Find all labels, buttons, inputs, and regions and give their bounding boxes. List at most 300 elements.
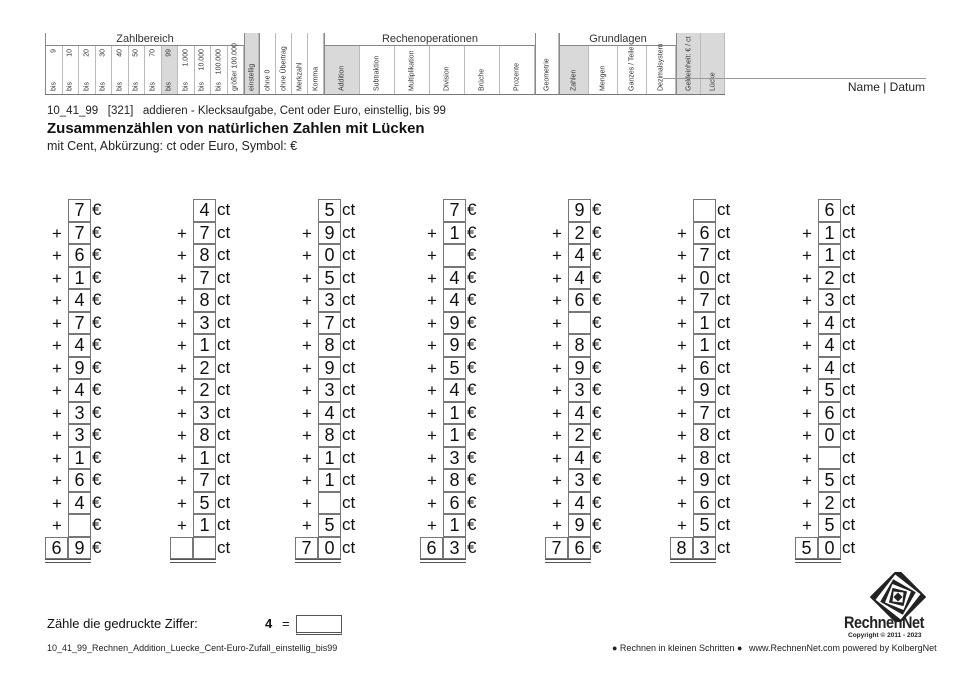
unit-label: € <box>92 380 102 399</box>
unit-label: ct <box>342 402 356 422</box>
category-cell <box>647 43 676 94</box>
plus-sign: + <box>177 246 187 265</box>
unit-label: ct <box>842 470 856 489</box>
unit-label: ct <box>717 245 731 264</box>
digit-box: 1 <box>818 244 841 267</box>
digit-box: 3 <box>193 312 216 335</box>
plus-sign: + <box>52 403 62 423</box>
plus-sign: + <box>677 358 687 378</box>
plus-sign: + <box>677 403 687 423</box>
unit-label: ct <box>842 425 856 444</box>
unit-label: ct <box>717 335 731 354</box>
digit-box: 8 <box>318 424 341 447</box>
unit-label: € <box>92 537 102 557</box>
digit-box: 3 <box>568 469 591 492</box>
plus-sign: + <box>177 268 187 288</box>
plus-sign: + <box>302 268 312 288</box>
category-cell-top: 9 <box>50 49 58 53</box>
unit-label: € <box>92 425 102 444</box>
category-cell <box>701 33 725 94</box>
blank-sum-box[interactable] <box>193 537 216 560</box>
plus-sign: + <box>52 471 62 490</box>
plus-sign: + <box>677 268 687 288</box>
footer-slogan: ● Rechnen in kleinen Schritten ● <box>612 643 743 653</box>
digit-box: 8 <box>443 469 466 492</box>
category-group <box>535 33 559 94</box>
sum-digit-box: 7 <box>545 537 568 560</box>
category-cell-top: 40 <box>116 49 124 57</box>
unit-label: € <box>92 245 102 264</box>
digit-box: 6 <box>818 402 841 425</box>
plus-sign: + <box>552 223 562 243</box>
digit-box: 2 <box>568 222 591 245</box>
unit-label: ct <box>217 312 231 332</box>
plus-sign: + <box>552 313 562 333</box>
category-cell-label: bis <box>165 82 173 91</box>
digit-box: 4 <box>443 289 466 312</box>
digit-box: 1 <box>443 402 466 425</box>
digit-box: 2 <box>818 267 841 290</box>
unit-label: ct <box>842 402 856 422</box>
category-cell <box>46 46 63 94</box>
category-cell <box>292 33 308 94</box>
unit-label: € <box>592 200 602 219</box>
plus-sign: + <box>177 223 187 243</box>
unit-label: ct <box>842 335 856 354</box>
unit-label: ct <box>217 537 231 557</box>
digit-box: 3 <box>443 447 466 470</box>
plus-sign: + <box>427 358 437 378</box>
plus-sign: + <box>677 426 687 445</box>
plus-sign: + <box>52 426 62 445</box>
sum-double-underline <box>45 559 91 563</box>
plus-sign: + <box>302 246 312 265</box>
unit-label: ct <box>842 447 856 467</box>
digit-box: 9 <box>568 514 591 537</box>
sum-digit-box: 5 <box>795 537 818 560</box>
unit-label: € <box>467 470 477 489</box>
plus-sign: + <box>302 448 312 468</box>
plus-sign: + <box>302 223 312 243</box>
digit-box: 7 <box>68 312 91 335</box>
sum-double-underline <box>420 559 466 563</box>
digit-box: 9 <box>568 199 591 222</box>
blank-digit-box[interactable] <box>693 199 716 222</box>
category-cell <box>112 46 129 94</box>
unit-label: € <box>592 335 602 354</box>
category-cell-label: Merkzahl <box>296 62 303 91</box>
category-cell-top: 50 <box>132 49 140 57</box>
plus-sign: + <box>552 471 562 490</box>
category-cell-label: bis <box>50 82 58 91</box>
unit-label: ct <box>342 222 356 242</box>
category-cell-label: Brüche <box>478 68 486 91</box>
digit-box: 5 <box>818 469 841 492</box>
plus-sign: + <box>52 516 62 535</box>
plus-sign: + <box>427 268 437 288</box>
plus-sign: + <box>802 493 812 513</box>
digit-box: 8 <box>568 334 591 357</box>
plus-sign: + <box>302 358 312 378</box>
unit-label: € <box>592 515 602 534</box>
unit-label: ct <box>342 290 356 309</box>
plus-sign: + <box>552 426 562 445</box>
unit-label: ct <box>842 537 856 557</box>
plus-sign: + <box>677 471 687 490</box>
category-cell-label: einstellig <box>248 63 255 91</box>
digit-box: 9 <box>568 357 591 380</box>
unit-label: ct <box>717 537 731 557</box>
unit-label: ct <box>342 447 356 467</box>
digit-box: 7 <box>68 199 91 222</box>
digit-box: 5 <box>818 514 841 537</box>
unit-label: € <box>92 402 102 422</box>
digit-box: 9 <box>318 222 341 245</box>
plus-sign: + <box>427 403 437 423</box>
unit-label: € <box>467 492 477 512</box>
plus-sign: + <box>802 381 812 400</box>
unit-label: € <box>592 492 602 512</box>
digit-box: 4 <box>443 267 466 290</box>
plus-sign: + <box>302 403 312 423</box>
category-cell <box>96 46 113 94</box>
unit-label: ct <box>342 470 356 489</box>
digit-box: 4 <box>818 312 841 335</box>
plus-sign: + <box>802 246 812 265</box>
unit-label: ct <box>842 492 856 512</box>
category-group <box>324 33 535 94</box>
copyright: Copyright © 2011 - 2023 <box>848 632 922 639</box>
category-cell <box>325 46 360 94</box>
plus-sign: + <box>802 268 812 288</box>
category-cell-label: Dezimalsystem <box>657 43 665 91</box>
blank-sum-box[interactable] <box>170 537 193 560</box>
sum-double-underline <box>545 559 591 563</box>
unit-label: ct <box>217 515 231 534</box>
category-group <box>559 33 676 94</box>
digit-box: 1 <box>443 514 466 537</box>
plus-sign: + <box>427 246 437 265</box>
sum-double-underline <box>795 559 841 563</box>
sum-digit-box: 6 <box>45 537 68 560</box>
plus-sign: + <box>52 291 62 310</box>
category-cell <box>430 46 465 94</box>
unit-label: € <box>592 222 602 242</box>
category-group-title: Grundlagen <box>560 33 676 46</box>
plus-sign: + <box>802 336 812 355</box>
category-cell-label: bis <box>215 82 223 91</box>
unit-label: € <box>467 200 477 219</box>
digit-box: 9 <box>443 334 466 357</box>
unit-label: ct <box>342 515 356 534</box>
digit-box: 1 <box>318 447 341 470</box>
plus-sign: + <box>802 426 812 445</box>
unit-label: € <box>467 290 477 309</box>
unit-label: ct <box>217 335 231 354</box>
unit-label: ct <box>717 267 731 287</box>
category-cell <box>360 46 395 94</box>
category-cell-label: bis <box>99 82 107 91</box>
category-cell-label: Geldeinheit: € / ct <box>685 36 692 91</box>
unit-label: € <box>592 267 602 287</box>
sum-digit-box: 3 <box>443 537 466 560</box>
plus-sign: + <box>802 471 812 490</box>
sum-digit-box: 8 <box>670 537 693 560</box>
digit-box: 4 <box>443 379 466 402</box>
unit-label: € <box>467 312 477 332</box>
plus-sign: + <box>177 358 187 378</box>
category-cell <box>178 46 195 94</box>
digit-box: 7 <box>693 289 716 312</box>
unit-label: ct <box>717 402 731 422</box>
unit-label: € <box>467 537 477 557</box>
plus-sign: + <box>427 471 437 490</box>
unit-label: € <box>92 200 102 219</box>
sum-double-underline <box>170 559 216 563</box>
digit-box: 7 <box>193 469 216 492</box>
category-cell-top: 70 <box>149 49 157 57</box>
sum-digit-box: 0 <box>318 537 341 560</box>
category-cell-label: Subtraktion <box>373 55 381 91</box>
plus-sign: + <box>677 381 687 400</box>
sum-double-underline <box>670 559 716 563</box>
category-cell <box>395 46 430 94</box>
plus-sign: + <box>427 291 437 310</box>
plus-sign: + <box>552 336 562 355</box>
unit-label: ct <box>717 515 731 534</box>
category-cell <box>500 46 535 94</box>
digit-box: 1 <box>693 334 716 357</box>
unit-label: ct <box>342 267 356 287</box>
unit-label: ct <box>342 425 356 444</box>
blank-digit-box[interactable] <box>318 492 341 515</box>
digit-box: 5 <box>318 199 341 222</box>
unit-label: ct <box>217 267 231 287</box>
plus-sign: + <box>177 493 187 513</box>
unit-label: ct <box>842 200 856 219</box>
plus-sign: + <box>677 336 687 355</box>
digit-box: 5 <box>818 379 841 402</box>
plus-sign: + <box>177 471 187 490</box>
plus-sign: + <box>177 516 187 535</box>
unit-label: ct <box>842 312 856 332</box>
unit-label: ct <box>342 492 356 512</box>
category-cell <box>162 46 179 94</box>
plus-sign: + <box>802 313 812 333</box>
unit-label: ct <box>217 200 231 219</box>
unit-label: € <box>92 335 102 354</box>
unit-label: ct <box>842 267 856 287</box>
unit-label: ct <box>842 380 856 399</box>
count-digit: 4 <box>265 616 273 631</box>
digit-box: 4 <box>193 199 216 222</box>
unit-label: ct <box>342 380 356 399</box>
plus-sign: + <box>802 448 812 468</box>
digit-box: 4 <box>68 379 91 402</box>
plus-sign: + <box>177 426 187 445</box>
footer-site: www.RechnenNet.com powered by KolbergNet <box>749 643 937 653</box>
plus-sign: + <box>52 313 62 333</box>
sum-double-underline <box>295 559 341 563</box>
category-cell-label: bis <box>66 82 74 91</box>
worksheet-meta: 10_41_99 [321] addieren - Klecksaufgabe, Cent oder Euro, einstellig, bis 99 <box>47 105 446 117</box>
unit-label: ct <box>217 492 231 512</box>
plus-sign: + <box>552 516 562 535</box>
category-cell-label: ohne 0 <box>264 69 271 91</box>
unit-label: € <box>92 357 102 377</box>
plus-sign: + <box>52 246 62 265</box>
digit-box: 8 <box>193 244 216 267</box>
digit-box: 8 <box>193 424 216 447</box>
digit-box: 2 <box>818 492 841 515</box>
plus-sign: + <box>52 493 62 513</box>
digit-box: 4 <box>318 402 341 425</box>
digit-box: 5 <box>693 514 716 537</box>
plus-sign: + <box>302 313 312 333</box>
digit-box: 1 <box>193 447 216 470</box>
digit-box: 6 <box>693 492 716 515</box>
digit-box: 7 <box>318 312 341 335</box>
category-cell <box>536 33 559 94</box>
sum-digit-box: 6 <box>420 537 443 560</box>
digit-box: 7 <box>68 222 91 245</box>
plus-sign: + <box>552 448 562 468</box>
category-cell-top: 30 <box>99 49 107 57</box>
category-cell <box>677 33 701 94</box>
unit-label: € <box>467 335 477 354</box>
plus-sign: + <box>427 223 437 243</box>
digit-box: 8 <box>693 447 716 470</box>
unit-label: € <box>592 447 602 467</box>
digit-box: 7 <box>693 402 716 425</box>
unit-label: € <box>92 492 102 512</box>
unit-label: € <box>592 425 602 444</box>
category-cell <box>276 33 292 94</box>
category-cell-top: 100.000 <box>215 49 223 75</box>
sum-digit-box: 0 <box>818 537 841 560</box>
blank-digit-box[interactable] <box>68 514 91 537</box>
plus-sign: + <box>177 403 187 423</box>
category-cell-label: Lücke <box>709 72 716 91</box>
digit-box: 1 <box>443 222 466 245</box>
digit-box: 3 <box>818 289 841 312</box>
digit-box: 9 <box>68 357 91 380</box>
unit-label: € <box>467 447 477 467</box>
category-cell-label: Addition <box>338 65 346 91</box>
unit-label: ct <box>342 357 356 377</box>
digit-box: 5 <box>318 514 341 537</box>
digit-box: 1 <box>68 447 91 470</box>
digit-box: 4 <box>68 289 91 312</box>
blank-digit-box[interactable] <box>568 312 591 335</box>
unit-label: € <box>467 515 477 534</box>
unit-label: ct <box>717 447 731 467</box>
category-cell-label: Division <box>443 66 451 91</box>
plus-sign: + <box>677 448 687 468</box>
unit-label: ct <box>717 222 731 242</box>
page-subtitle: mit Cent, Abkürzung: ct oder Euro, Symbol: € <box>47 139 298 153</box>
category-table <box>45 33 725 95</box>
digit-box: 6 <box>443 492 466 515</box>
digit-box: 0 <box>693 267 716 290</box>
blank-digit-box[interactable] <box>443 244 466 267</box>
unit-label: ct <box>342 312 356 332</box>
category-cell <box>308 33 324 94</box>
plus-sign: + <box>802 223 812 243</box>
digit-box: 4 <box>568 447 591 470</box>
count-answer-box[interactable] <box>296 615 342 635</box>
digit-box: 6 <box>68 469 91 492</box>
blank-digit-box[interactable] <box>818 447 841 470</box>
category-cell-label: größer 100.000 <box>231 43 239 91</box>
category-cell <box>79 46 96 94</box>
category-cell-label: Zahlen <box>570 69 578 91</box>
category-cell <box>618 46 647 94</box>
plus-sign: + <box>52 448 62 468</box>
digit-box: 6 <box>68 244 91 267</box>
plus-sign: + <box>302 291 312 310</box>
unit-label: ct <box>842 245 856 264</box>
digit-box: 4 <box>68 492 91 515</box>
plus-sign: + <box>427 448 437 468</box>
category-cell-top: 10 <box>66 49 74 57</box>
plus-sign: + <box>52 268 62 288</box>
digit-box: 9 <box>318 357 341 380</box>
unit-label: ct <box>342 335 356 354</box>
digit-box: 9 <box>443 312 466 335</box>
unit-label: ct <box>717 380 731 399</box>
plus-sign: + <box>427 336 437 355</box>
digit-box: 1 <box>443 424 466 447</box>
digit-box: 3 <box>68 424 91 447</box>
digit-box: 6 <box>568 289 591 312</box>
unit-label: ct <box>342 245 356 264</box>
category-cell-label: bis <box>116 82 124 91</box>
unit-label: ct <box>217 470 231 489</box>
digit-box: 9 <box>693 469 716 492</box>
unit-label: € <box>92 290 102 309</box>
unit-label: ct <box>217 380 231 399</box>
category-group <box>676 33 725 94</box>
category-cell-label: bis <box>149 82 157 91</box>
name-date-line <box>663 78 926 79</box>
sum-digit-box: 6 <box>568 537 591 560</box>
category-cell-label: Ganzes / Teile <box>628 46 636 91</box>
category-cell-label: Mengen <box>599 65 607 91</box>
category-cell-label: bis <box>182 82 190 91</box>
count-equals: = <box>282 616 290 631</box>
plus-sign: + <box>802 358 812 378</box>
count-label: Zähle die gedruckte Ziffer: <box>47 616 198 631</box>
plus-sign: + <box>302 471 312 490</box>
unit-label: ct <box>717 470 731 489</box>
unit-label: ct <box>842 222 856 242</box>
category-cell-label: Komma <box>312 66 319 91</box>
page-title: Zusammenzählen von natürlichen Zahlen mit Lücken <box>47 120 425 137</box>
plus-sign: + <box>677 493 687 513</box>
digit-box: 8 <box>693 424 716 447</box>
digit-box: 3 <box>68 402 91 425</box>
plus-sign: + <box>52 336 62 355</box>
plus-sign: + <box>427 516 437 535</box>
digit-box: 3 <box>318 379 341 402</box>
plus-sign: + <box>427 426 437 445</box>
plus-sign: + <box>52 223 62 243</box>
category-cell-label: bis <box>198 82 206 91</box>
digit-box: 1 <box>318 469 341 492</box>
plus-sign: + <box>677 223 687 243</box>
category-cell <box>145 46 162 94</box>
